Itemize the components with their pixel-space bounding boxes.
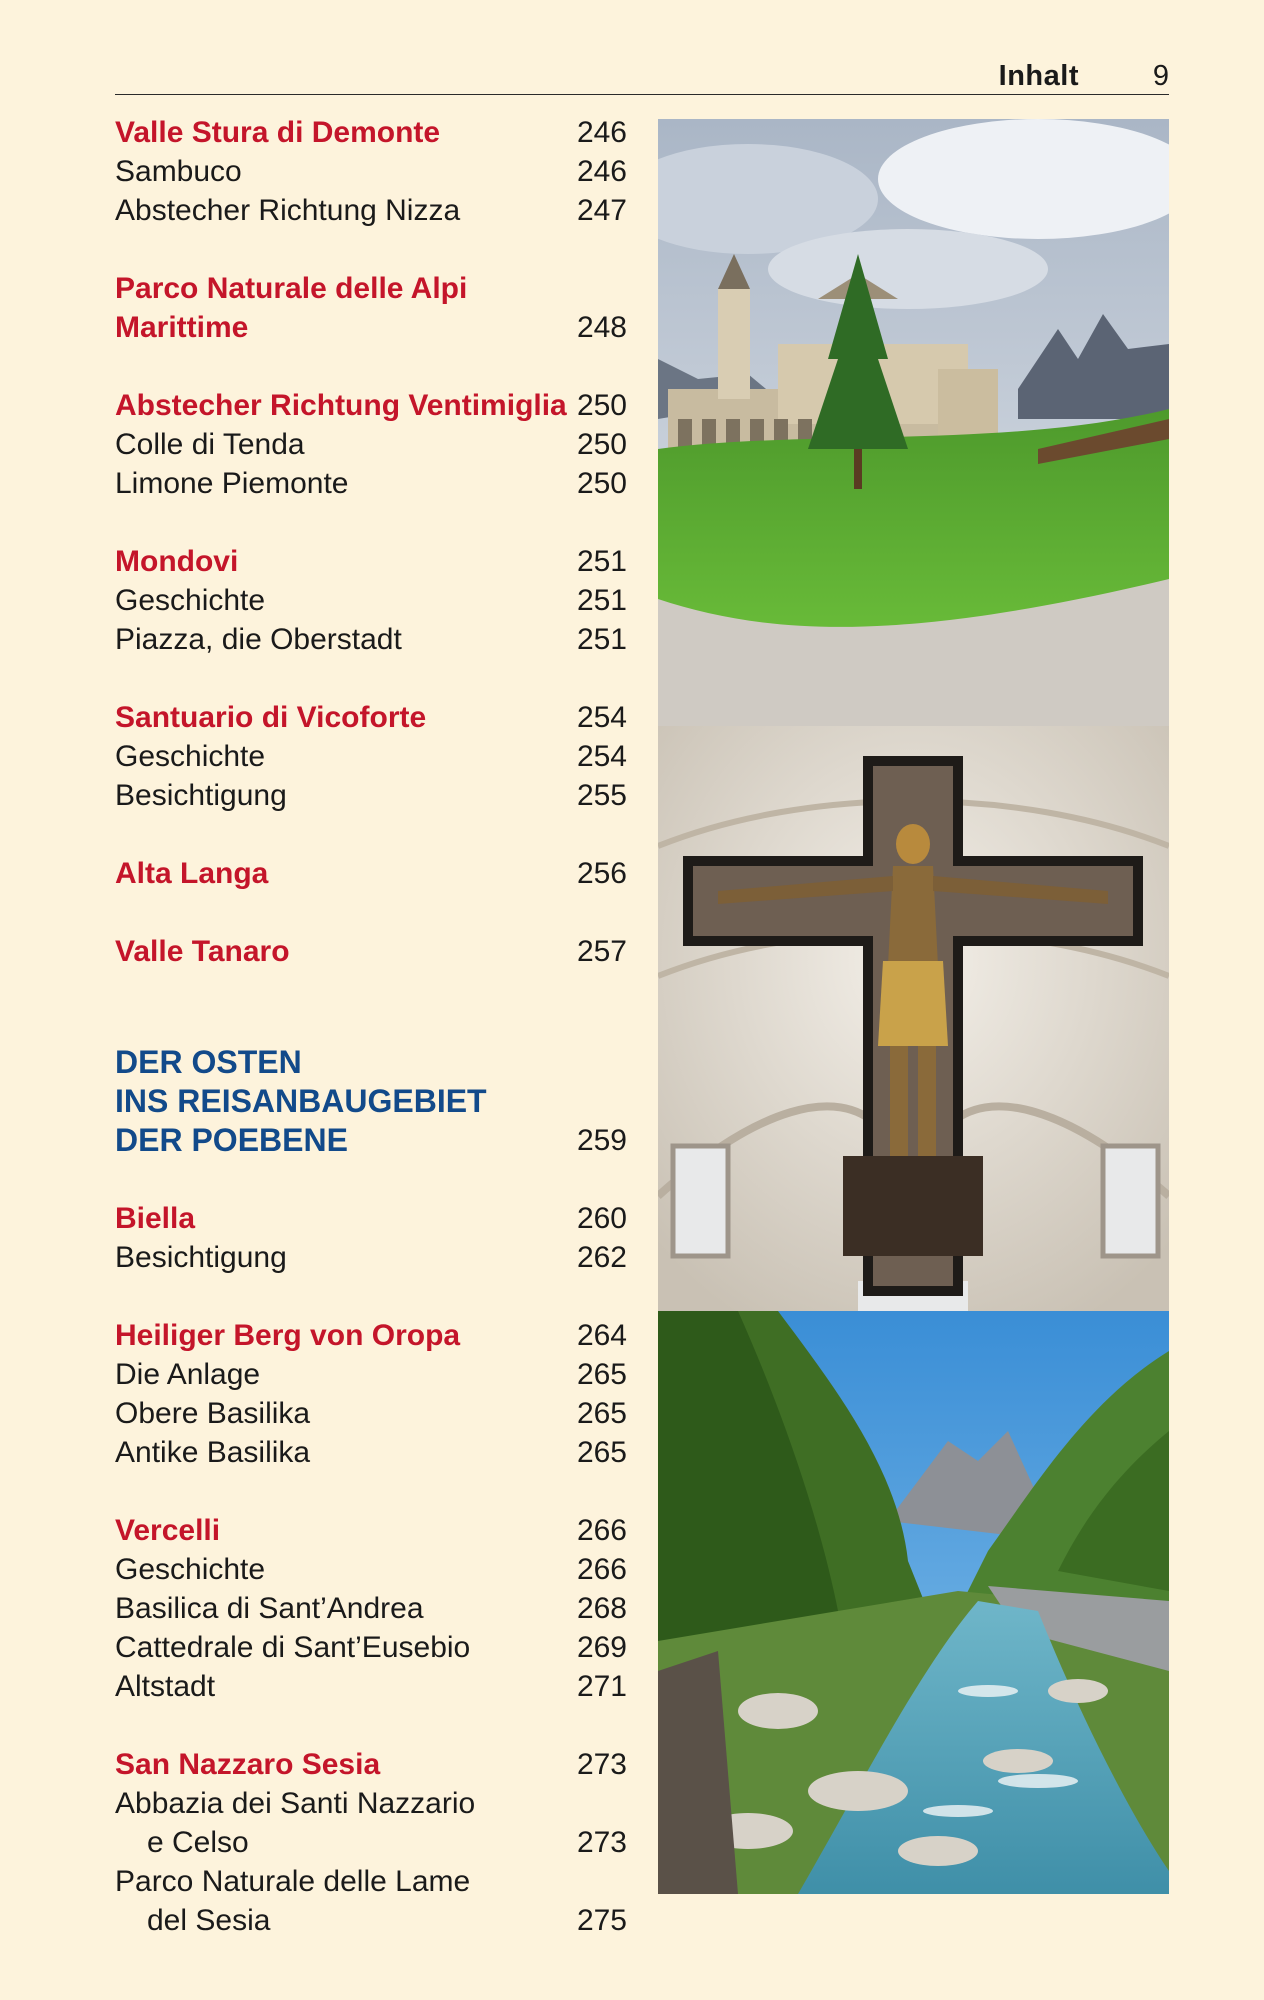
toc-entry-title: Valle Tanaro [115, 935, 290, 968]
toc-entry-title: San Nazzaro Sesia [115, 1748, 381, 1781]
toc-entry-title: del Sesia [147, 1904, 271, 1937]
toc-spacer [115, 815, 627, 854]
toc-part-heading[interactable] [115, 1121, 627, 1160]
toc-section-heading[interactable] [115, 932, 627, 971]
toc-entry[interactable] [115, 1901, 627, 1940]
toc-entry-title: Parco Naturale delle Lame [115, 1865, 471, 1898]
toc-entry[interactable] [115, 191, 627, 230]
toc-entry-page: 268 [576, 1592, 627, 1625]
toc-entry-title: Geschichte [115, 740, 266, 773]
toc-spacer [115, 971, 627, 1010]
toc-section-heading[interactable] [115, 1511, 627, 1550]
river-valley-photo [658, 1311, 1169, 1894]
toc-entry[interactable] [115, 581, 627, 620]
toc-entry-title: Besichtigung [115, 1241, 287, 1274]
toc-entry-page: 269 [576, 1631, 627, 1664]
toc-spacer [115, 1160, 627, 1199]
toc-entry[interactable] [115, 776, 627, 815]
toc-spacer [115, 1472, 627, 1511]
toc-entry-page: 257 [576, 935, 627, 968]
toc-entry[interactable] [115, 1394, 627, 1433]
toc-entry-title: Sambuco [115, 155, 242, 188]
toc-spacer [115, 1010, 627, 1043]
toc-entry[interactable] [115, 152, 627, 191]
toc-entry-title: Alta Langa [115, 857, 269, 890]
toc-entry-page: 273 [576, 1748, 627, 1781]
toc-entry-page: 246 [576, 116, 627, 149]
crucifix-photo [658, 726, 1169, 1311]
toc-entry-title: Santuario di Vicoforte [115, 701, 427, 734]
toc-entry-title: e Celso [147, 1826, 249, 1859]
toc-entry-title: Antike Basilika [115, 1436, 311, 1469]
toc-entry-title: INS REISANBAUGEBIET [115, 1083, 487, 1119]
toc-entry-page: 254 [576, 740, 627, 773]
toc-entry-title: Altstadt [115, 1670, 216, 1703]
toc-entry-title: Geschichte [115, 1553, 266, 1586]
running-head-section: Inhalt [998, 60, 1079, 92]
toc-entry-title: Vercelli [115, 1514, 221, 1547]
toc-entry[interactable] [115, 620, 627, 659]
toc-spacer [115, 503, 627, 542]
photo-column [658, 119, 1169, 1894]
toc-entry-page: 255 [576, 779, 627, 812]
toc-entry-title: Abstecher Richtung Nizza [115, 194, 461, 227]
toc-entry-title: Marittime [115, 311, 249, 344]
toc-section-heading[interactable] [115, 1316, 627, 1355]
toc-entry-title: Cattedrale di Sant’Eusebio [115, 1631, 471, 1664]
toc-entry-page: 251 [576, 623, 627, 656]
toc-entry[interactable] [115, 1355, 627, 1394]
toc-spacer [115, 893, 627, 932]
toc-entry[interactable] [115, 1823, 627, 1862]
toc-spacer [115, 1706, 627, 1745]
toc-section-heading[interactable] [115, 698, 627, 737]
toc-entry[interactable] [115, 425, 627, 464]
toc-entry-page: 260 [576, 1202, 627, 1235]
running-head-page-number: 9 [1152, 60, 1169, 92]
toc-entry-title: Limone Piemonte [115, 467, 349, 500]
toc-section-heading[interactable] [115, 269, 627, 308]
toc-spacer [115, 1277, 627, 1316]
toc-entry-page: 250 [576, 389, 627, 422]
toc-entry-page: 251 [576, 584, 627, 617]
toc-section-heading[interactable] [115, 1745, 627, 1784]
toc-entry-title: Piazza, die Oberstadt [115, 623, 402, 656]
table-of-contents [115, 113, 627, 1940]
toc-section-heading[interactable] [115, 542, 627, 581]
toc-entry[interactable] [115, 1628, 627, 1667]
toc-entry-page: 271 [576, 1670, 627, 1703]
page-header [115, 58, 1169, 95]
toc-entry-title: DER POEBENE [115, 1122, 348, 1158]
toc-entry-page: 246 [576, 155, 627, 188]
toc-spacer [115, 659, 627, 698]
toc-entry[interactable] [115, 1433, 627, 1472]
toc-part-heading[interactable] [115, 1043, 627, 1082]
toc-entry-page: 248 [576, 311, 627, 344]
toc-entry-page: 266 [576, 1514, 627, 1547]
toc-section-heading[interactable] [115, 308, 627, 347]
toc-entry-title: Biella [115, 1202, 196, 1235]
toc-section-heading[interactable] [115, 113, 627, 152]
toc-entry-page: 250 [576, 467, 627, 500]
toc-entry-title: Mondovi [115, 545, 239, 578]
toc-entry-title: Parco Naturale delle Alpi [115, 272, 468, 305]
toc-entry-title: Colle di Tenda [115, 428, 305, 461]
toc-entry[interactable] [115, 1589, 627, 1628]
toc-entry-title: Besichtigung [115, 779, 287, 812]
toc-entry-page: 265 [576, 1358, 627, 1391]
toc-entry-page: 254 [576, 701, 627, 734]
toc-entry-page: 259 [576, 1124, 627, 1157]
toc-spacer [115, 347, 627, 386]
toc-entry-title: Die Anlage [115, 1358, 261, 1391]
toc-entry-title: Geschichte [115, 584, 266, 617]
toc-entry-page: 250 [576, 428, 627, 461]
toc-entry-page: 265 [576, 1436, 627, 1469]
toc-entry[interactable] [115, 737, 627, 776]
toc-entry[interactable] [115, 1784, 627, 1823]
toc-section-heading[interactable] [115, 1199, 627, 1238]
toc-entry-page: 256 [576, 857, 627, 890]
toc-entry[interactable] [115, 464, 627, 503]
toc-entry-title: Obere Basilika [115, 1397, 311, 1430]
toc-entry[interactable] [115, 1550, 627, 1589]
toc-entry-page: 266 [576, 1553, 627, 1586]
toc-spacer [115, 230, 627, 269]
sanctuary-photo [658, 119, 1169, 726]
toc-entry-page: 275 [576, 1904, 627, 1937]
toc-entry-page: 264 [576, 1319, 627, 1352]
toc-entry[interactable] [115, 1667, 627, 1706]
toc-entry-title: Abbazia dei Santi Nazzario [115, 1787, 476, 1820]
toc-part-heading[interactable] [115, 1082, 627, 1121]
toc-entry-page: 262 [576, 1241, 627, 1274]
toc-entry-title: Valle Stura di Demonte [115, 116, 441, 149]
toc-section-heading[interactable] [115, 386, 627, 425]
toc-entry[interactable] [115, 1238, 627, 1277]
toc-entry-title: Abstecher Richtung Ventimiglia [115, 389, 567, 422]
toc-entry-title: DER OSTEN [115, 1044, 302, 1080]
toc-entry-page: 251 [576, 545, 627, 578]
toc-section-heading[interactable] [115, 854, 627, 893]
toc-entry-title: Heiliger Berg von Oropa [115, 1319, 461, 1352]
toc-entry-page: 265 [576, 1397, 627, 1430]
toc-entry-page: 247 [576, 194, 627, 227]
toc-entry[interactable] [115, 1862, 627, 1901]
toc-entry-title: Basilica di Sant’Andrea [115, 1592, 424, 1625]
toc-entry-page: 273 [576, 1826, 627, 1859]
